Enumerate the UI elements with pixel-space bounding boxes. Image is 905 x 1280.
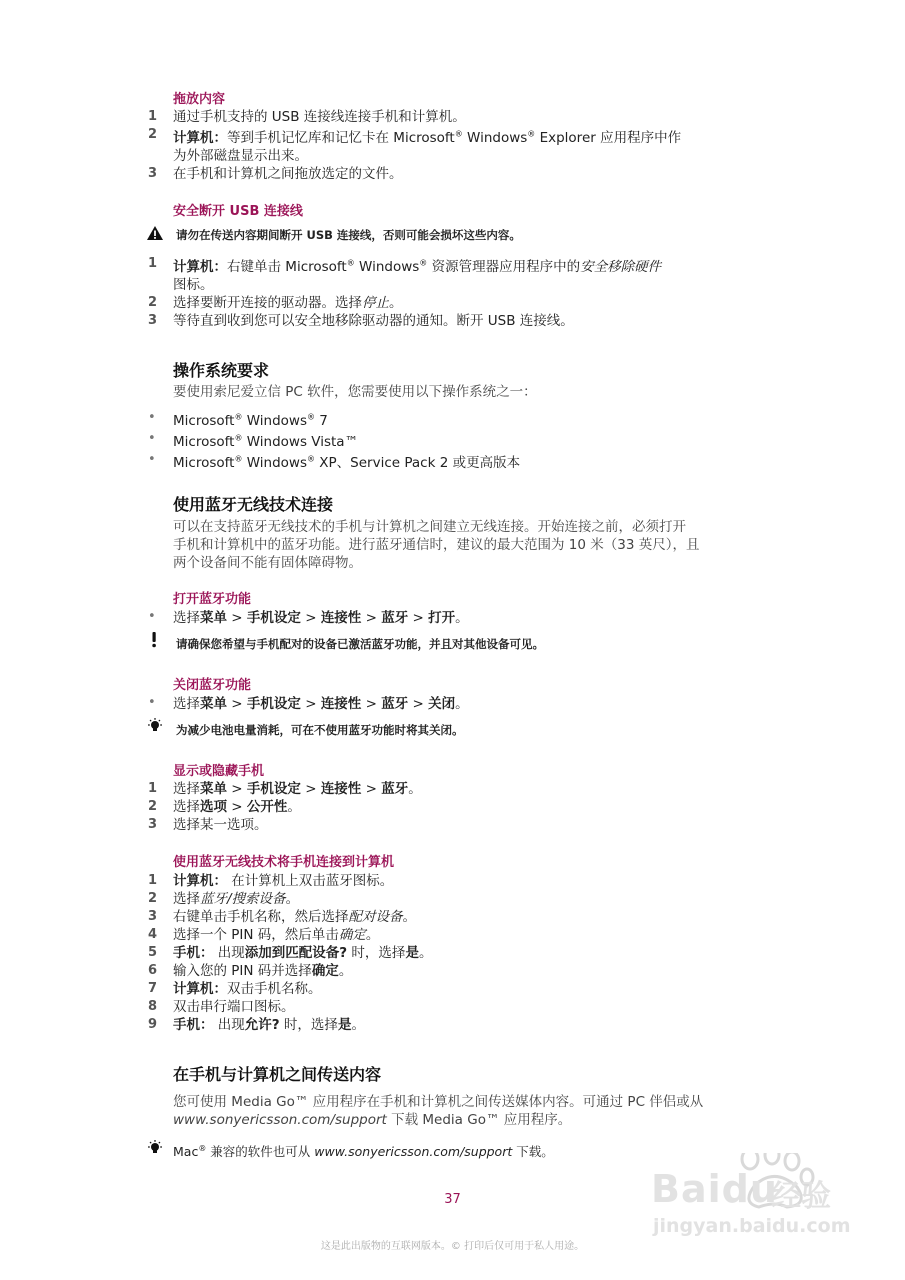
bt-para-line-1: 可以在支持蓝牙无线技术的手机与计算机之间建立无线连接。开始连接之前，必须打开 xyxy=(173,519,686,535)
os-item-2: Microsoft® Windows Vista™ xyxy=(173,433,359,450)
lightbulb-icon xyxy=(146,718,164,734)
watermark-url: jingyan.baidu.com xyxy=(653,1215,851,1237)
pc-step-5: 手机： 出现添加到匹配设备? 时，选择是。 xyxy=(173,945,433,961)
visibility-step-1: 选择菜单 > 手机设定 > 连接性 > 蓝牙。 xyxy=(173,781,422,797)
os-intro: 要使用索尼爱立信 PC 软件，您需要使用以下操作系统之一： xyxy=(173,384,537,400)
pc-step-7: 计算机：双击手机名称。 xyxy=(173,981,322,997)
step-number: 1 xyxy=(148,873,158,888)
os-item-3: Microsoft® Windows® XP、Service Pack 2 或更高版本 xyxy=(173,454,521,471)
transfer-para-line-1: 您可使用 Media Go™ 应用程序在手机和计算机之间传送媒体内容。可通过 PC 伴侣或从 xyxy=(173,1094,704,1110)
step-number: 1 xyxy=(148,781,158,796)
step-number: 3 xyxy=(148,909,158,924)
bt-off-tip: 为减少电池电量消耗，可在不使用蓝牙功能时将其关闭。 xyxy=(176,723,464,737)
pc-connect-heading: 使用蓝牙无线技术将手机连接到计算机 xyxy=(173,855,395,870)
safe-step-1-cont: 图标。 xyxy=(173,277,214,293)
safe-heading: 安全断开 USB 连接线 xyxy=(173,204,303,219)
bt-on-heading: 打开蓝牙功能 xyxy=(173,592,252,607)
pc-step-8: 双击串行端口图标。 xyxy=(173,999,295,1015)
step-number: 1 xyxy=(148,256,158,271)
step-number: 7 xyxy=(148,981,158,996)
bt-on-step: 选择菜单 > 手机设定 > 连接性 > 蓝牙 > 打开。 xyxy=(173,610,469,626)
pc-step-1: 计算机： 在计算机上双击蓝牙图标。 xyxy=(173,873,394,889)
exclamation-icon xyxy=(146,632,164,648)
step-number: 4 xyxy=(148,927,158,942)
bt-on-note: 请确保您希望与手机配对的设备已激活蓝牙功能，并且对其他设备可见。 xyxy=(176,637,544,651)
pc-step-4: 选择一个 PIN 码，然后单击确定。 xyxy=(173,927,380,943)
step-number: 2 xyxy=(148,891,158,906)
step-number: 2 xyxy=(148,799,158,814)
bt-off-step: 选择菜单 > 手机设定 > 连接性 > 蓝牙 > 关闭。 xyxy=(173,696,469,712)
safe-step-3: 等待直到收到您可以安全地移除驱动器的通知。断开 USB 连接线。 xyxy=(173,313,574,329)
visibility-step-3: 选择某一选项。 xyxy=(173,817,268,833)
pc-step-6: 输入您的 PIN 码并选择确定。 xyxy=(173,963,353,979)
visibility-heading: 显示或隐藏手机 xyxy=(173,764,265,779)
transfer-heading: 在手机与计算机之间传送内容 xyxy=(173,1065,382,1084)
safe-step-2: 选择要断开连接的驱动器。选择停止。 xyxy=(173,295,403,311)
safe-warning: 请勿在传送内容期间断开 USB 连接线，否则可能会损坏这些内容。 xyxy=(176,228,521,242)
pc-step-2: 选择蓝牙/搜索设备。 xyxy=(173,891,300,907)
step-number: 3 xyxy=(148,166,158,181)
transfer-para-line-2: www.sonyericsson.com/support 下载 Media Go™ 应用程序。 xyxy=(173,1112,572,1128)
watermark-brand: Baidu xyxy=(651,1167,778,1211)
drag-heading: 拖放内容 xyxy=(173,92,226,107)
step-number: 3 xyxy=(148,817,158,832)
bt-heading: 使用蓝牙无线技术连接 xyxy=(173,495,334,514)
bt-off-heading: 关闭蓝牙功能 xyxy=(173,678,252,693)
step-number: 1 xyxy=(148,109,158,124)
bt-para-line-3: 两个设备间不能有固体障碍物。 xyxy=(173,555,362,571)
baidu-watermark xyxy=(647,1153,851,1253)
warning-icon xyxy=(146,225,164,241)
bullet: • xyxy=(148,452,156,467)
footer-copyright: 这是此出版物的互联网版本。© 打印后仅可用于私人用途。 xyxy=(320,1241,585,1252)
visibility-step-2: 选择选项 > 公开性。 xyxy=(173,799,301,815)
drag-step-1: 通过手机支持的 USB 连接线连接手机和计算机。 xyxy=(173,109,466,125)
safe-step-1: 计算机：右键单击 Microsoft® Windows® 资源管理器应用程序中的安全移除硬件 xyxy=(173,258,662,275)
pc-step-3: 右键单击手机名称，然后选择配对设备。 xyxy=(173,909,416,925)
transfer-tip: Mac® 兼容的软件也可从 www.sonyericsson.com/support 下载。 xyxy=(173,1143,554,1159)
watermark-cn: 经验 xyxy=(771,1179,831,1214)
pc-step-9: 手机： 出现允许? 时，选择是。 xyxy=(173,1017,365,1033)
page-number: 37 xyxy=(444,1192,461,1207)
bullet: • xyxy=(148,410,156,425)
lightbulb-icon xyxy=(146,1140,164,1156)
drag-step-2: 计算机：等到手机记忆库和记忆卡在 Microsoft® Windows® Explorer 应用程序中作 xyxy=(173,129,682,146)
step-number: 2 xyxy=(148,295,158,310)
bullet: • xyxy=(148,609,156,624)
drag-step-3: 在手机和计算机之间拖放选定的文件。 xyxy=(173,166,403,182)
bt-para-line-2: 手机和计算机中的蓝牙功能。进行蓝牙通信时，建议的最大范围为 10 米（33 英尺），且 xyxy=(173,537,700,553)
step-number: 9 xyxy=(148,1017,158,1032)
step-number: 2 xyxy=(148,127,158,142)
step-number: 8 xyxy=(148,999,158,1014)
step-number: 3 xyxy=(148,313,158,328)
drag-step-2-cont: 为外部磁盘显示出来。 xyxy=(173,148,308,164)
bullet: • xyxy=(148,431,156,446)
os-heading: 操作系统要求 xyxy=(173,361,270,380)
step-number: 6 xyxy=(148,963,158,978)
step-number: 5 xyxy=(148,945,158,960)
bullet: • xyxy=(148,695,156,710)
os-item-1: Microsoft® Windows® 7 xyxy=(173,412,328,429)
